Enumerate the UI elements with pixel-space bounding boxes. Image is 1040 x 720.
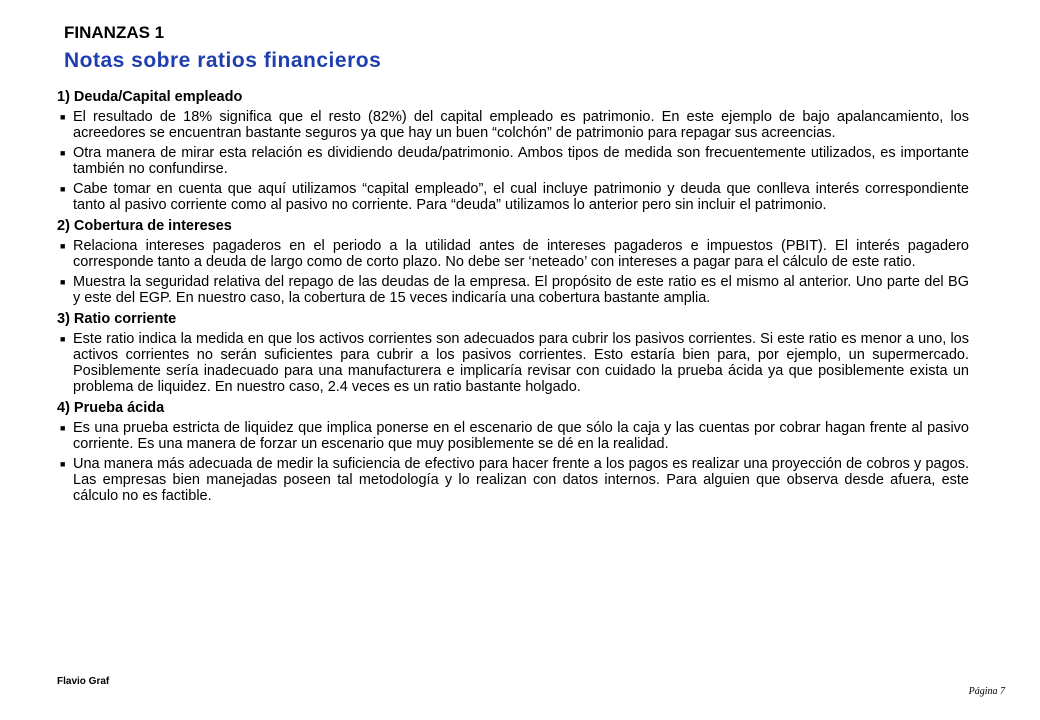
list-item-text: Este ratio indica la medida en que los activos corrientes son adecuados para cubrir los pasivos corrientes. Si este ratio es menor a uno, los activos corrientes no serán suficientes para cubrir a los pasivos corrientes. Esto estaría bien para, por ejemplo, un supermercado. Posiblemente sería inadecuado para una manufacturera e implicaría revisar con cuidado la prueba ácida ya que posiblemente exista un problema de liquidez. En nuestro caso, 2.4 veces es un ratio bastante holgado. (73, 331, 969, 395)
list-item (57, 331, 969, 395)
section-heading: 4) Prueba ácida (57, 400, 165, 416)
section-heading: 1) Deuda/Capital empleado (57, 89, 243, 105)
bullet-icon: ■ (60, 334, 66, 344)
bullet-icon: ■ (60, 241, 66, 251)
list-item-text: Una manera más adecuada de medir la suficiencia de efectivo para hacer frente a los pagos es realizar una proyección de cobros y pagos. Las empresas bien manejadas poseen tal metodología y lo realizan con datos internos. Para alguien que observa desde afuera, este cálculo no es factible. (73, 456, 969, 504)
course-title: FINANZAS 1 (64, 23, 165, 42)
list-item (57, 238, 969, 270)
bullet-icon: ■ (60, 148, 66, 158)
section-debt-capital (57, 88, 969, 213)
page-number: Página 7 (968, 686, 1005, 697)
section-interest-coverage (57, 217, 969, 306)
list-item (57, 109, 969, 141)
list-item-text: Es una prueba estricta de liquidez que implica ponerse en el escenario de que sólo la caja y las cuentas por cobrar hagan frente al pasivo corriente. Es una manera de forzar un escenario que muy posiblemente se dé en la realidad. (73, 420, 969, 452)
bullet-icon: ■ (60, 423, 66, 433)
bullet-icon: ■ (60, 184, 66, 194)
author-name: Flavio Graf (57, 676, 110, 687)
page-title: Notas sobre ratios financieros (64, 49, 382, 72)
list-item-text: Muestra la seguridad relativa del repago de las deudas de la empresa. El propósito de este ratio es el mismo al anterior. Uno parte del BG y este del EGP. En nuestro caso, la cobertura de 15 veces indicaría una cobertura bastante amplia. (73, 274, 969, 306)
list-item (57, 145, 969, 177)
section-heading: 3) Ratio corriente (57, 311, 177, 327)
bullet-icon: ■ (60, 459, 66, 469)
section-heading: 2) Cobertura de intereses (57, 218, 232, 234)
list-item (57, 456, 969, 504)
list-item-text: El resultado de 18% significa que el resto (82%) del capital empleado es patrimonio. En este ejemplo de bajo apalancamiento, los acreedores se encuentran bastante seguros ya que hay un buen “colchón” de patrimonio para repagar sus acreencias. (73, 109, 969, 141)
content-body (57, 88, 969, 508)
section-acid-test (57, 399, 969, 504)
bullet-icon: ■ (60, 277, 66, 287)
list-item (57, 274, 969, 306)
section-current-ratio (57, 310, 969, 395)
list-item (57, 420, 969, 452)
list-item-text: Relaciona intereses pagaderos en el periodo a la utilidad antes de intereses pagaderos e impuestos (PBIT). El interés pagadero corresponde tanto a deuda de largo como de corto plazo. No debe ser ‘neteado’ con intereses a pagar para el cálculo de este ratio. (73, 238, 969, 270)
bullet-icon: ■ (60, 112, 66, 122)
list-item-text: Cabe tomar en cuenta que aquí utilizamos “capital empleado”, el cual incluye patrimonio y deuda que conlleva interés correspondiente tanto al pasivo corriente como al pasivo no corriente. Para “deuda” utilizamos lo anterior pero sin incluir el patrimonio. (73, 181, 969, 213)
list-item (57, 181, 969, 213)
list-item-text: Otra manera de mirar esta relación es dividiendo deuda/patrimonio. Ambos tipos de medida son frecuentemente utilizados, es importante también no confundirse. (73, 145, 969, 177)
